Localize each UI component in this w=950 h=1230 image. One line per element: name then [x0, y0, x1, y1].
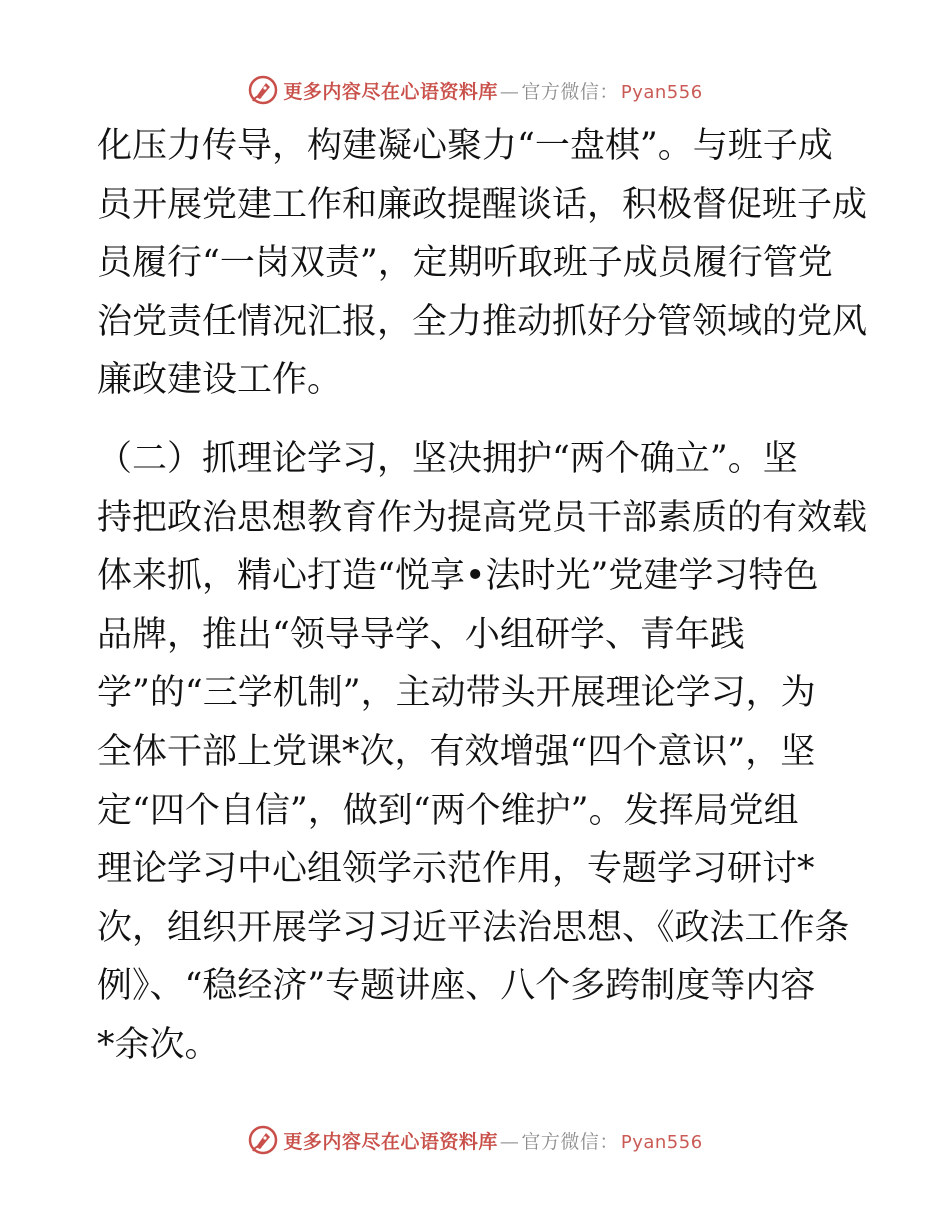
text-line: 全体干部上党课*次，有效增强“四个意识”，坚: [97, 731, 816, 772]
watermark-main-text: 更多内容尽在心语资料库: [283, 1130, 498, 1153]
watermark-dash: —: [499, 80, 520, 103]
document-body: [97, 117, 868, 1075]
text-line: *余次。: [97, 1024, 220, 1065]
text-line: 治党责任情况汇报，全力推动抓好分管领域的党风: [97, 301, 868, 342]
text-line: 体来抓，精心打造“悦享•法时光”党建学习特色: [97, 556, 819, 597]
paragraph-1: [97, 117, 868, 410]
text-line: 次，组织开展学习习近平法治思想、《政法工作条: [97, 907, 850, 948]
paragraph-2: [97, 430, 868, 1075]
watermark-main-text: 更多内容尽在心语资料库: [283, 80, 498, 103]
footer-watermark-banner: [0, 1120, 950, 1160]
watermark-dash: —: [499, 1130, 520, 1153]
pen-nib-circle-icon: [247, 1124, 279, 1156]
text-line: 品牌，推出“领导导学、小组研学、青年践: [97, 614, 745, 655]
watermark-wechat-id: Pyan556: [620, 81, 703, 103]
text-line: 化压力传导，构建凝心聚力“一盘棋”。与班子成: [97, 126, 833, 166]
text-line: 持把政治思想教育作为提高党员干部素质的有效载: [97, 497, 868, 538]
text-line: 员开展党建工作和廉政提醒谈话，积极督促班子成: [97, 184, 868, 225]
text-line: 理论学习中心组领学示范作用，专题学习研讨*: [97, 849, 815, 890]
watermark-text: [283, 77, 702, 104]
text-line: 学”的“三学机制”，主动带头开展理论学习，为: [97, 673, 816, 714]
text-line: 定“四个自信”，做到“两个维护”。发挥局党组: [97, 790, 799, 831]
watermark-wechat-label: 官方微信：: [521, 80, 619, 103]
watermark-text: [283, 1127, 702, 1154]
text-line: 廉政建设工作。: [97, 360, 343, 401]
watermark-wechat-id: Pyan556: [620, 1131, 703, 1153]
text-line: 员履行“一岗双责”，定期听取班子成员履行管党: [97, 243, 833, 284]
text-line: （二）抓理论学习，坚决拥护“两个确立”。坚: [97, 438, 798, 479]
text-line: 例》、“稳经济”专题讲座、八个多跨制度等内容: [97, 966, 816, 1007]
watermark-wechat-label: 官方微信：: [521, 1130, 619, 1153]
pen-nib-circle-icon: [247, 74, 279, 106]
header-watermark-banner: [0, 70, 950, 110]
